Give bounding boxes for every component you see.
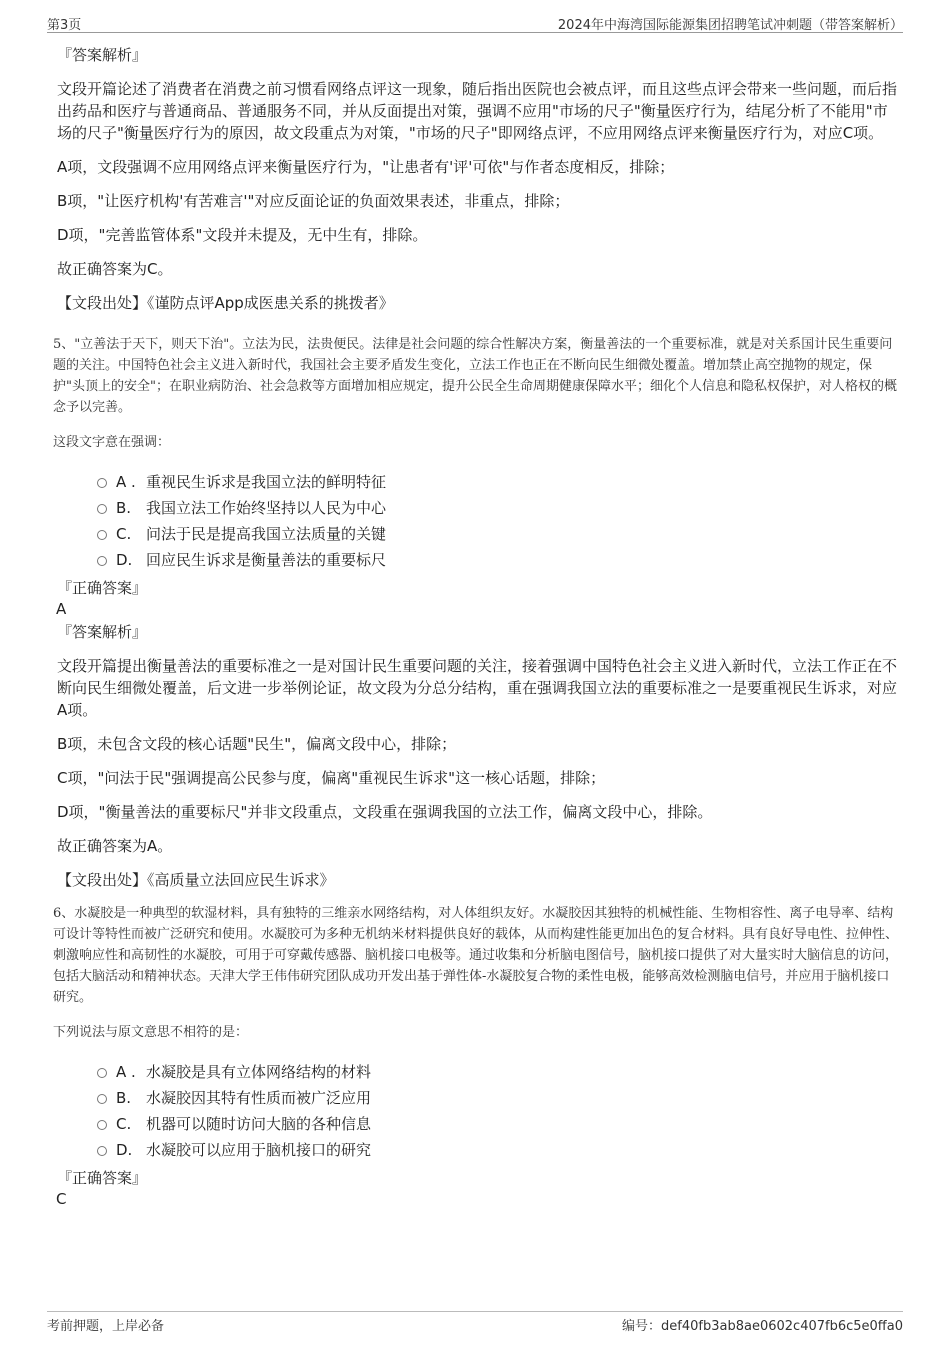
radio-button[interactable]: [97, 504, 107, 514]
document-code: [622, 1315, 903, 1334]
document-title: 2024年中海湾国际能源集团招聘笔试冲刺题（带答案解析）: [557, 18, 903, 33]
code-value: def40fb3ab8ae0602c407fb6c5e0ffa0: [661, 1319, 903, 1334]
analysis-label: 『答案解析』: [57, 46, 148, 64]
option-a[interactable]: A . 水凝胶是具有立体网络结构的材料: [57, 1059, 898, 1085]
correct-answer: C: [56, 1190, 67, 1208]
passage-source: 【文段出处】《谨防点评App成医患关系的挑拨者》: [57, 294, 394, 312]
option-c[interactable]: C. 问法于民是提高我国立法质量的关键: [57, 521, 898, 547]
option-b[interactable]: B. 我国立法工作始终坚持以人民为中心: [57, 495, 898, 521]
analysis-conclusion: 故正确答案为A。: [57, 837, 173, 855]
code-label: 编号：: [622, 1319, 662, 1334]
option-b[interactable]: B. 水凝胶因其特有性质而被广泛应用: [57, 1085, 898, 1111]
analysis-option-c: C项，"问法于民"强调提高公民参与度，偏离"重视民生诉求"这一核心话题，排除；: [57, 769, 606, 787]
question-5-text: 5、"立善法于天下，则天下治"。立法为民，法贵便民。法律是社会问题的综合性解决方案，衡量善法的一个重要标准，就是对关系国计民生重要问题的关注。中国特色社会主义进入新时代，我国社会主要矛盾发生变化，立法工作也正在不断向民生细微处覆盖。增加禁止高空抛物的规定，保护"头顶上的安全"；在职业病防治、社会急救等方面增加相应规定，提升公民全生命周期健康保障水平；细化个人信息和隐私权保护，对人格权的概念予以完善。: [53, 337, 897, 415]
correct-answer-label: 『正确答案』: [57, 579, 148, 597]
radio-button[interactable]: [97, 556, 107, 566]
page-header: [47, 12, 903, 33]
option-c[interactable]: C. 机器可以随时访问大脑的各种信息: [57, 1111, 898, 1137]
page-content: [53, 44, 899, 1209]
correct-answer-label: 『正确答案』: [57, 1169, 148, 1187]
question-6-prompt: 下列说法与原文意思不相符的是：: [53, 1025, 249, 1040]
analysis-option-b: B项，未包含文段的核心话题"民生"，偏离文段中心，排除；: [57, 735, 457, 753]
radio-button[interactable]: [97, 1146, 107, 1156]
option-d[interactable]: D. 回应民生诉求是衡量善法的重要标尺: [57, 547, 898, 573]
correct-answer: A: [56, 600, 67, 618]
analysis-option-d: D项，"衡量善法的重要标尺"并非文段重点，文段重在强调我国的立法工作，偏离文段中心，排除。: [57, 803, 713, 821]
analysis-option-a: A项，文段强调不应用网络点评来衡量医疗行为，"让患者有'评'可依"与作者态度相反，排除；: [57, 158, 675, 176]
page-footer: [47, 1311, 903, 1336]
footer-slogan: 考前押题，上岸必备: [47, 1319, 165, 1334]
analysis-option-d: D项，"完善监管体系"文段并未提及，无中生有，排除。: [57, 226, 428, 244]
radio-button[interactable]: [97, 478, 107, 488]
radio-button[interactable]: [97, 1120, 107, 1130]
analysis-paragraph: 文段开篇论述了消费者在消费之前习惯看网络点评这一现象，随后指出医院也会被点评，而且这些点评会带来一些问题，而后指出药品和医疗与普通商品、普通服务不同，并从反面提出对策，强调不应用"市场的尺子"衡量医疗行为，结尾分析了不能用"市场的尺子"衡量医疗行为的原因，故文段重点为对策，"市场的尺子"即网络点评，不应用网络点评来衡量医疗行为，对应C项。: [57, 80, 898, 142]
analysis-label: 『答案解析』: [57, 623, 148, 641]
option-a[interactable]: A . 重视民生诉求是我国立法的鲜明特征: [57, 469, 898, 495]
analysis-conclusion: 故正确答案为C。: [57, 260, 173, 278]
radio-button[interactable]: [97, 1094, 107, 1104]
analysis-option-b: B项，"让医疗机构'有苦难言'"对应反面论证的负面效果表述，非重点，排除；: [57, 192, 570, 210]
page-number: 第3页: [47, 18, 82, 33]
radio-button[interactable]: [97, 1068, 107, 1078]
question-5-prompt: 这段文字意在强调：: [53, 435, 171, 450]
question-6-options: [57, 1059, 898, 1163]
question-5-options: [57, 469, 898, 573]
question-6-text: 6、水凝胶是一种典型的软湿材料，具有独特的三维亲水网络结构，对人体组织友好。水凝胶因其独特的机械性能、生物相容性、离子电导率、结构可设计等特性而被广泛研究和使用。水凝胶可为多种无机纳米材料提供良好的载体，从而构建性能更加出色的复合材料。具有良好导电性、拉伸性、刺激响应性和高韧性的水凝胶，可用于可穿戴传感器、脑机接口电极等。通过收集和分析脑电图信号，脑机接口提供了对大量实时大脑信息的访问，包括大脑活动和精神状态。天津大学王伟伟研究团队成功开发出基于弹性体-水凝胶复合物的柔性电极，能够高效检测脑电信号，并应用于脑机接口研究。: [53, 906, 899, 1005]
option-d[interactable]: D. 水凝胶可以应用于脑机接口的研究: [57, 1137, 898, 1163]
passage-source: 【文段出处】《高质量立法回应民生诉求》: [57, 871, 335, 889]
analysis-paragraph: 文段开篇提出衡量善法的重要标准之一是对国计民生重要问题的关注，接着强调中国特色社会主义进入新时代，立法工作正在不断向民生细微处覆盖，后文进一步举例论证，故文段为分总分结构，重在强调我国立法的重要标准之一是要重视民生诉求，对应A项。: [57, 657, 898, 719]
radio-button[interactable]: [97, 530, 107, 540]
